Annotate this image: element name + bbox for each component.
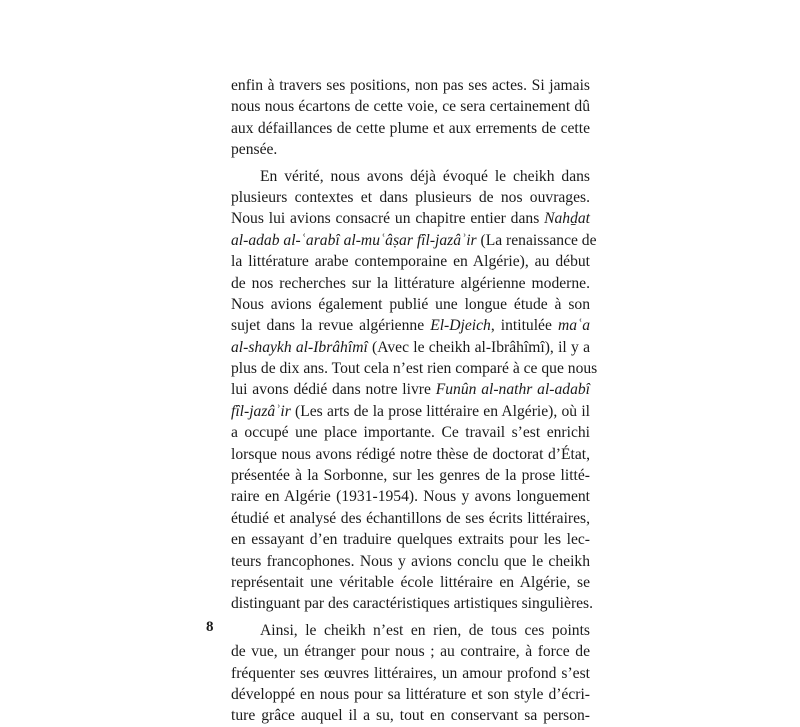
italic-text: fîl-jazâʾir: [231, 402, 291, 420]
text-line: [231, 75, 590, 96]
text-segment: fréquenter ses œuvres littéraires, un amour profond s’est: [231, 664, 590, 682]
text-segment: aux défaillances de cette plume et aux errements de cette: [231, 119, 590, 137]
text-line: [231, 486, 590, 507]
italic-text: El-Djeich: [430, 317, 491, 335]
text-line: [231, 401, 590, 422]
text-line: [231, 529, 590, 550]
text-line: [231, 337, 590, 358]
text-line: [231, 551, 590, 572]
text-line: [231, 705, 590, 726]
text-segment: développé en nous pour sa littérature et son style d’écri-: [231, 685, 590, 703]
text-line: [231, 315, 590, 336]
text-line: [231, 465, 590, 486]
text-segment: enfin à travers ses positions, non pas ses actes. Si jamais: [231, 77, 590, 94]
text-segment: raire en Algérie (1931-1954). Nous y avons longuement: [231, 488, 590, 506]
text-segment: plus de dix ans. Tout cela n’est rien comparé à ce que nous: [231, 360, 598, 378]
text-segment: représentait une véritable école littéraire en Algérie, se: [231, 573, 590, 591]
text-segment: nous nous écartons de cette voie, ce sera certainement dû: [231, 98, 590, 116]
text-line: [231, 118, 590, 139]
italic-text: Funûn al-nathr al-adabî: [435, 381, 591, 399]
text-line: [231, 663, 590, 684]
text-segment: de nos recherches sur la littérature algérienne moderne.: [231, 274, 590, 292]
text-segment: en essayant d’en traduire quelques extraits pour les lec-: [231, 531, 590, 549]
text-line: [231, 96, 590, 117]
text-line: [231, 358, 598, 379]
text-segment: sujet dans la revue algérienne: [231, 317, 431, 335]
text-segment: , intitulée: [490, 317, 558, 335]
text-line: [231, 422, 590, 443]
italic-text: Nahḏat: [544, 210, 590, 228]
text-line: [231, 620, 590, 641]
text-line: [231, 230, 597, 251]
text-segment: En vérité, nous avons déjà évoqué le cheikh dans: [260, 167, 590, 185]
text-segment: ture grâce auquel il a su, tout en conservant sa person-: [231, 707, 590, 725]
text-segment: (Avec le cheikh al-Ibrâhîmî), il y a: [367, 338, 590, 356]
paragraph: [231, 75, 590, 161]
text-segment: teurs francophones. Nous y avions conclu que le cheikh: [231, 552, 590, 570]
text-segment: étudié et analysé des échantillons de ses écrits littéraires,: [231, 509, 590, 527]
text-line: [231, 251, 590, 272]
text-segment: (Les arts de la prose littéraire en Algérie), où il: [290, 402, 590, 420]
text-line: [231, 379, 590, 400]
text-segment: la littérature arabe contemporaine en Algérie), au début: [231, 253, 590, 271]
body-text: [231, 75, 598, 727]
text-segment: lorsque nous avons rédigé notre thèse de doctorat d’État,: [231, 445, 590, 463]
italic-text: al-shaykh al-Ibrâhîmî: [231, 338, 368, 356]
text-line: [231, 294, 590, 315]
text-segment: présentée à la Sorbonne, sur les genres de la prose litté-: [231, 467, 590, 485]
text-line: [231, 208, 590, 229]
text-line: [231, 139, 590, 160]
text-segment: (La renaissance de: [476, 231, 597, 249]
text-line: [231, 273, 590, 294]
page-number: 8: [206, 619, 214, 635]
paragraph: [231, 620, 590, 727]
text-segment: a occupé une place importante. Ce travail s’est enrichi: [231, 424, 590, 442]
paragraph: [231, 166, 598, 615]
italic-text: al-adab al-ʿarabî al-muʿâṣar fîl-jazâʾir: [231, 231, 477, 249]
text-line: [231, 684, 590, 705]
text-line: [231, 444, 590, 465]
text-segment: pensée.: [231, 141, 278, 159]
text-line: [231, 572, 590, 593]
text-segment: plusieurs contextes et dans plusieurs de nos ouvrages.: [231, 188, 590, 206]
text-line: [231, 641, 590, 662]
italic-text: maʿa: [557, 317, 591, 335]
text-line: [231, 508, 590, 529]
text-segment: Ainsi, le cheikh n’est en rien, de tous ces points: [260, 621, 590, 639]
text-segment: lui avons dédié dans notre livre: [231, 381, 436, 399]
text-segment: de vue, un étranger pour nous ; au contraire, à force de: [231, 643, 590, 661]
text-line: [231, 593, 594, 614]
text-segment: Nous avions également publié une longue étude à son: [231, 295, 590, 313]
text-segment: Nous lui avions consacré un chapitre entier dans: [231, 210, 545, 228]
text-line: [231, 166, 590, 187]
text-line: [231, 187, 590, 208]
text-segment: distinguant par des caractéristiques artistiques singulières.: [231, 595, 594, 613]
